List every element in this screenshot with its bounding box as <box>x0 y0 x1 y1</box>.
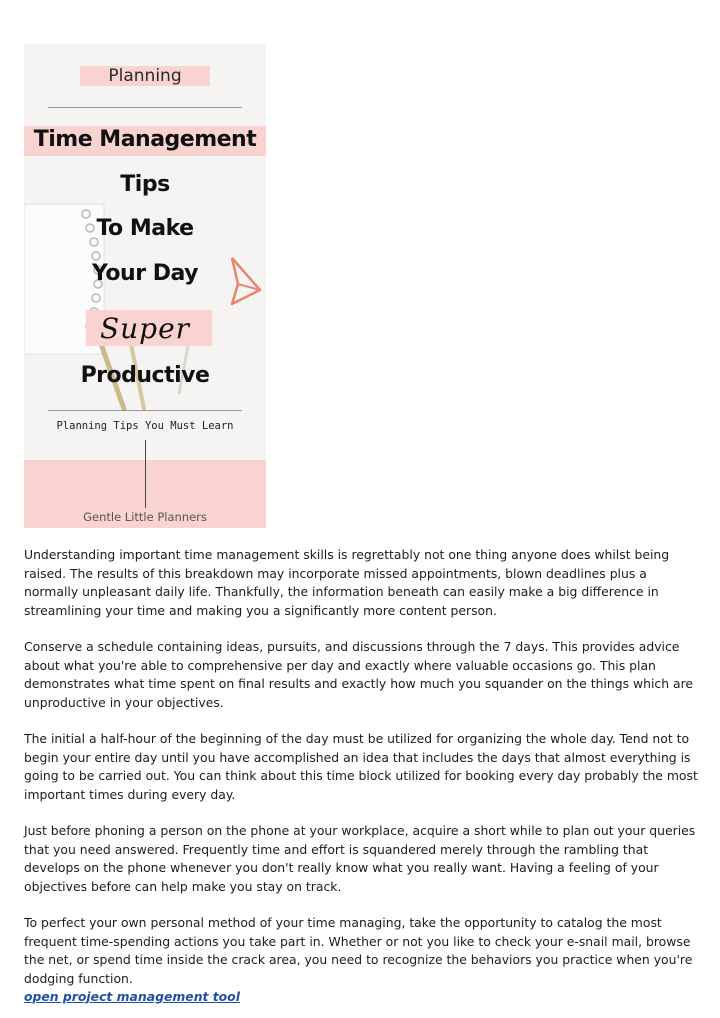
paragraph: Just before phoning a person on the phone at your workplace, acquire a short while to plan out your queries that you need answered. Frequently time and effort is squandered merely through the rambling that develops on the phone whenever you don't really know what you really want. Having a feeling of your objectives before can help make you stay on track. <box>24 823 696 894</box>
article-body <box>24 546 700 1007</box>
pin-image <box>24 44 266 528</box>
paragraph <box>24 914 700 1007</box>
pin-top-label: Planning <box>108 66 182 86</box>
project-tool-link[interactable]: open project management tool <box>24 989 240 1004</box>
paragraph: The initial a half-hour of the beginning of the day must be utilized for organizing the whole day. Tend not to begin your entire day until you have accomplished an idea that includes the days that almost everything is going to be carried out. You can think about this time block utilized for booking every day probably the most important times during every day. <box>24 731 698 802</box>
pin-brand: Gentle Little Planners <box>83 510 207 524</box>
vertical-line <box>145 440 146 508</box>
pin-tagline: Planning Tips You Must Learn <box>56 420 234 432</box>
pin-title-line-6: Productive <box>80 363 210 388</box>
divider <box>48 410 242 411</box>
paragraph: Conserve a schedule containing ideas, pursuits, and discussions through the 7 days. This provides advice about what you're able to comprehensive per day and exactly where valuable occasions go. This plan demonstrates what time spent on final results and exactly how much you squander on the things which are unproductive in your objectives. <box>24 639 694 710</box>
paragraph-text: To perfect your own personal method of your time managing, take the opportunity to catalog the most frequent time-spending actions you take part in. Whether or not you like to check your e-snail mail, browse the net, or spend time inside the crack area, you need to recognize the behaviors you practice when you're dodging function. <box>24 915 693 986</box>
pin-title-line-4: Your Day <box>92 261 198 286</box>
pin-script-word: Super <box>99 312 191 345</box>
divider <box>48 107 242 108</box>
pin-title-line-2: Tips <box>120 172 170 197</box>
paragraph: Understanding important time management skills is regrettably not one thing anyone does whilst being raised. The results of this breakdown may incorporate missed appointments, blown deadlines plus a normally unpleasant daily life. Thankfully, the information beneath can easily make a big difference in streamlining your time and making you a significantly more content person. <box>24 547 670 618</box>
pin-title-line-3: To Make <box>96 216 194 241</box>
pin-title-line-1: Time Management <box>33 127 257 152</box>
